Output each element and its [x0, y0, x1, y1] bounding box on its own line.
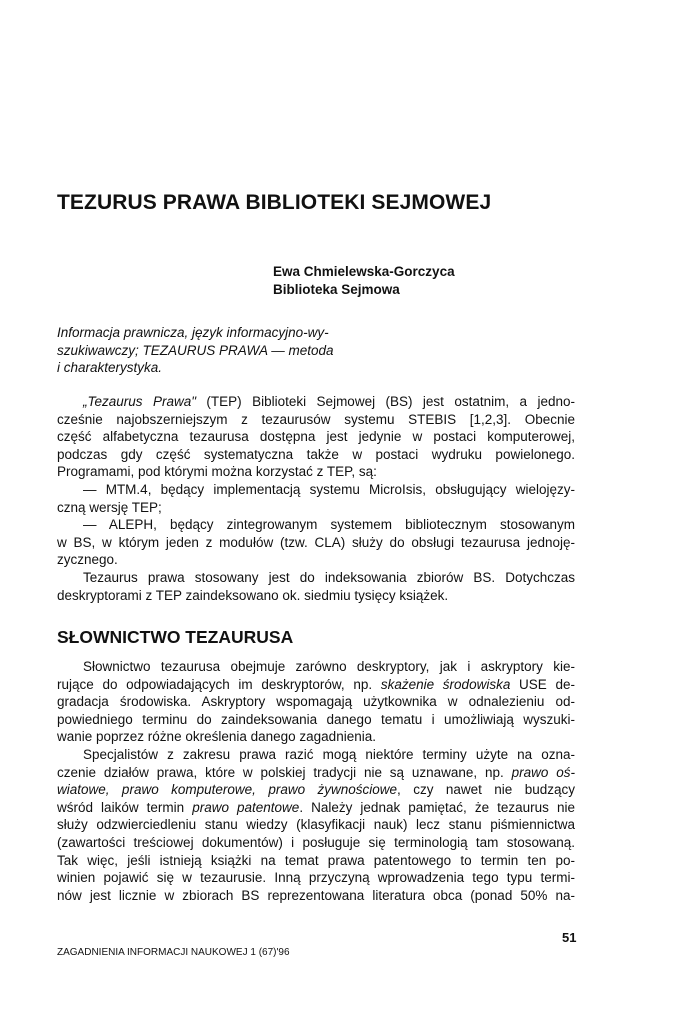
keywords: [57, 324, 377, 377]
intro-section: [57, 393, 575, 604]
keywords-line: szukiwawczy; TEZAURUS PRAWA — metoda: [57, 342, 334, 358]
tep-name: „Tezaurus Prawa": [83, 394, 197, 409]
author-block: [273, 263, 455, 299]
page-number: 51: [562, 930, 577, 945]
text-line: czenie działów prawa, które w polskiej tradycji nie są uznawane, np. prawo oś-: [57, 764, 575, 780]
text-line: nów jest licznie w zbiorach BS reprezentowana literatura obca (ponad 50% na-: [57, 887, 575, 903]
article-title: TEZURUS PRAWA BIBLIOTEKI SEJMOWEJ: [57, 191, 492, 214]
text-line: winien pojawić się w tezaurusie. Inną przyczyną wprowadzenia tego typu termi-: [57, 870, 575, 886]
text-line: cześnie najobszerniejszym z tezaurusów systemu STEBIS [1,2,3]. Obecnie: [57, 411, 575, 427]
text-line: podczas gdy część systematyczna także w postaci wydruku powielonego.: [57, 446, 575, 462]
text-line: Specjalistów z zakresu prawa razić mogą niektóre terminy użyte na ozna-: [83, 746, 575, 762]
text-line: gradacja środowiska. Askryptory wspomagają użytkownika w odnalezieniu od-: [57, 694, 575, 710]
text-line: „Tezaurus Prawa" (TEP) Biblioteki Sejmowej (BS) jest ostatnim, a jedno-: [83, 394, 575, 409]
list-item-line: zycznego.: [57, 552, 118, 568]
text-line: powiedniego terminu do zaindeksowania danego tematu i umożliwiają wyszuki-: [57, 711, 575, 727]
list-item-line: — MTM.4, będący implementacją systemu MicroIsis, obsługujący wielojęzy-: [83, 481, 575, 497]
author-affiliation: Biblioteka Sejmowa: [273, 282, 400, 297]
text-line: (zawartości treściowej dokumentów) i posługuje się terminologią tam stosowaną.: [57, 834, 575, 850]
list-item-line: czną wersję TEP;: [57, 499, 162, 515]
text-line: wiatowe, prawo komputerowe, prawo żywnościowe, czy nawet nie budzący: [57, 782, 575, 798]
text-line: Tezaurus prawa stosowany jest do indeksowania zbiorów BS. Dotychczas: [83, 569, 575, 585]
section-heading: SŁOWNICTWO TEZAURUSA: [57, 627, 294, 647]
text-line: Tak więc, jeśli istnieją książki na temat prawa patentowego to termin ten po-: [57, 852, 575, 868]
text-line: część alfabetyczna tezaurusa dostępna jest jedynie w postaci komputerowej,: [57, 429, 575, 445]
list-item-line: — ALEPH, będący zintegrowanym systemem bibliotecznym stosowanym: [83, 517, 575, 533]
keywords-line: Informacja prawnicza, język informacyjno-wy-: [57, 325, 329, 340]
text-line: deskryptorami z TEP zaindeksowano ok. siedmiu tysięcy książek.: [57, 587, 449, 603]
text-line: wanie poprzez różne określenia danego zagadnienia.: [57, 729, 376, 745]
text-line: Programami, pod którymi można korzystać z TEP, są:: [57, 464, 377, 480]
text-line: wśród laików termin prawo patentowe. Należy jednak pamiętać, że tezaurus nie: [57, 799, 575, 815]
author-name: Ewa Chmielewska-Gorczyca: [273, 264, 455, 279]
text-line: rujące do odpowiadających im deskryptorów, np. skażenie środowiska USE de-: [57, 676, 576, 692]
journal-footer: ZAGADNIENIA INFORMACJI NAUKOWEJ 1 (67)'96: [57, 947, 290, 958]
keywords-line: i charakterystyka.: [57, 360, 163, 375]
section-body: [57, 658, 575, 904]
text-line: Słownictwo tezaurusa obejmuje zarówno deskryptory, jak i askryptory kie-: [83, 659, 575, 674]
list-item-line: w BS, w którym jeden z modułów (tzw. CLA) służy do obsługi tezaurusa jednoję-: [57, 534, 575, 550]
text-line: służy odzwierciedleniu stanu wiedzy (klasyfikacji nauk) lecz stanu piśmiennictwa: [57, 817, 575, 833]
